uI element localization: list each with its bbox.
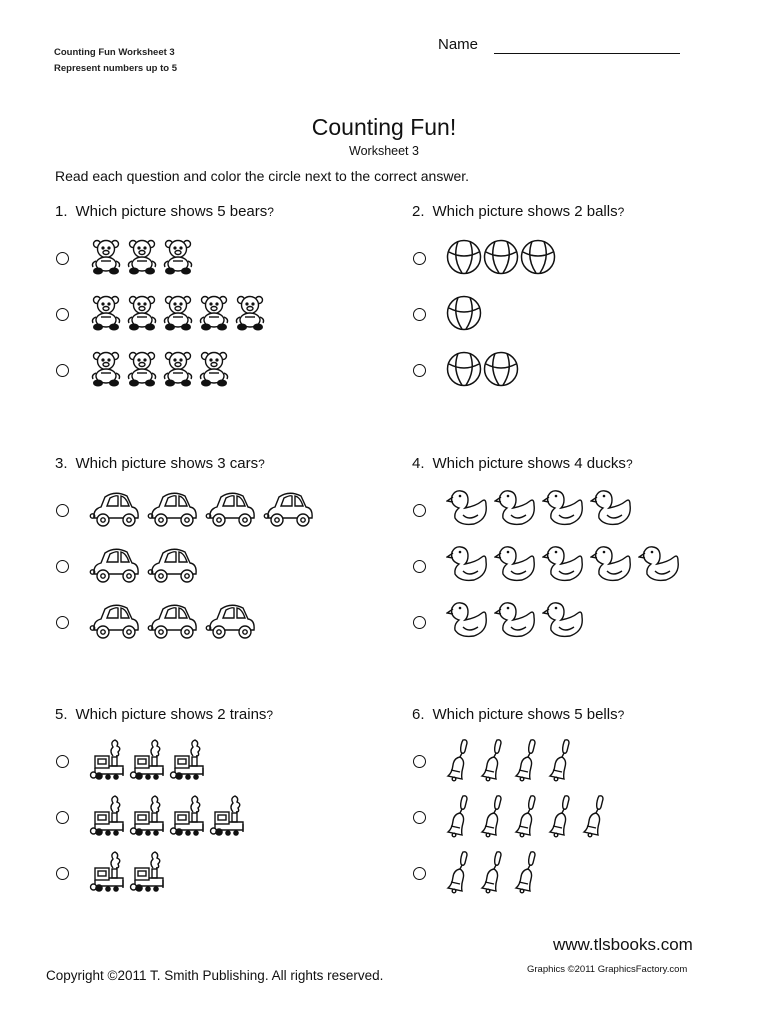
question-text: Which picture shows 3 cars — [75, 455, 259, 472]
duck-icon — [446, 488, 492, 530]
duck-icon — [542, 544, 588, 586]
bear-icon — [89, 238, 123, 276]
page-title: Counting Fun! — [311, 114, 457, 140]
answer-circle[interactable] — [56, 811, 69, 824]
train-icon — [129, 738, 165, 782]
answer-circle[interactable] — [56, 504, 69, 517]
duck-icon — [494, 544, 540, 586]
bear-icon — [161, 350, 195, 388]
bell-icon — [582, 793, 606, 839]
duck-icon — [446, 600, 492, 642]
car-icon — [147, 544, 199, 586]
bell-icon — [514, 793, 538, 839]
question-1 — [55, 203, 274, 220]
question-2 — [412, 203, 624, 220]
question-number: 6. — [412, 706, 425, 723]
question-text: Which picture shows 2 trains — [75, 706, 267, 723]
bell-icon — [480, 793, 504, 839]
bear-icon — [233, 294, 267, 332]
bear-icon — [161, 294, 195, 332]
name-label: Name — [438, 36, 479, 53]
train-icon — [129, 794, 165, 838]
question-mark: ? — [625, 457, 633, 471]
graphics-credit: Graphics ©2011 GraphicsFactory.com — [527, 964, 688, 975]
instructions: Read each question and color the circle next to the correct answer. — [55, 168, 470, 184]
duck-icon — [494, 600, 540, 642]
answer-circle[interactable] — [413, 308, 426, 321]
car-icon — [205, 600, 257, 642]
bear-icon — [197, 350, 231, 388]
car-icon — [147, 600, 199, 642]
copyright-notice: Copyright ©2011 T. Smith Publishing. All rights reserved. — [46, 968, 384, 983]
duck-icon — [590, 488, 636, 530]
duck-icon — [590, 544, 636, 586]
duck-icon — [638, 544, 684, 586]
train-icon — [89, 794, 125, 838]
answer-circle[interactable] — [413, 252, 426, 265]
answer-circle[interactable] — [413, 811, 426, 824]
question-3 — [55, 455, 265, 472]
car-icon — [205, 488, 257, 530]
question-number: 4. — [412, 455, 425, 472]
ball-icon — [483, 350, 519, 388]
ball-icon — [520, 238, 556, 276]
car-icon — [89, 544, 141, 586]
car-icon — [263, 488, 315, 530]
bear-icon — [197, 294, 231, 332]
train-icon — [169, 794, 205, 838]
question-mark: ? — [258, 457, 265, 471]
answer-circle[interactable] — [413, 616, 426, 629]
answer-circle[interactable] — [56, 252, 69, 265]
duck-icon — [542, 488, 588, 530]
answer-circle[interactable] — [413, 504, 426, 517]
bell-icon — [446, 793, 470, 839]
answer-circle[interactable] — [413, 755, 426, 768]
question-mark: ? — [617, 205, 625, 219]
duck-icon — [446, 544, 492, 586]
car-icon — [147, 488, 199, 530]
bell-icon — [446, 737, 470, 783]
duck-icon — [494, 488, 540, 530]
bell-icon — [548, 793, 572, 839]
answer-circle[interactable] — [413, 560, 426, 573]
train-icon — [209, 794, 245, 838]
train-icon — [89, 850, 125, 894]
car-icon — [89, 600, 141, 642]
answer-circle[interactable] — [56, 560, 69, 573]
question-text: Which picture shows 5 bears — [75, 203, 268, 220]
name-blank-line — [494, 53, 680, 54]
question-text: Which picture shows 5 bells — [432, 706, 618, 723]
question-text: Which picture shows 4 ducks — [432, 455, 626, 472]
site-url: www.tlsbooks.com — [553, 935, 693, 954]
ball-icon — [483, 238, 519, 276]
answer-circle[interactable] — [413, 364, 426, 377]
question-number: 3. — [55, 455, 68, 472]
bear-icon — [161, 238, 195, 276]
bell-icon — [514, 737, 538, 783]
question-mark: ? — [267, 205, 274, 219]
train-icon — [89, 738, 125, 782]
worksheet-header-line1: Counting Fun Worksheet 3 — [54, 47, 175, 58]
bear-icon — [125, 350, 159, 388]
worksheet-header-line2: Represent numbers up to 5 — [54, 63, 177, 74]
bear-icon — [125, 294, 159, 332]
question-mark: ? — [266, 708, 274, 722]
question-6 — [412, 706, 624, 723]
bear-icon — [125, 238, 159, 276]
answer-circle[interactable] — [56, 364, 69, 377]
bell-icon — [446, 849, 470, 895]
question-text: Which picture shows 2 balls — [432, 203, 618, 220]
bell-icon — [548, 737, 572, 783]
duck-icon — [542, 600, 588, 642]
bell-icon — [480, 737, 504, 783]
answer-circle[interactable] — [56, 755, 69, 768]
answer-circle[interactable] — [56, 616, 69, 629]
question-mark: ? — [617, 708, 625, 722]
bear-icon — [89, 294, 123, 332]
answer-circle[interactable] — [56, 308, 69, 321]
bell-icon — [480, 849, 504, 895]
train-icon — [129, 850, 165, 894]
answer-circle[interactable] — [413, 867, 426, 880]
bear-icon — [89, 350, 123, 388]
question-number: 2. — [412, 203, 425, 220]
question-number: 1. — [55, 203, 68, 220]
answer-circle[interactable] — [56, 867, 69, 880]
ball-icon — [446, 238, 482, 276]
ball-icon — [446, 350, 482, 388]
bell-icon — [514, 849, 538, 895]
question-4 — [412, 455, 633, 472]
question-5 — [55, 706, 273, 723]
question-number: 5. — [55, 706, 68, 723]
ball-icon — [446, 294, 482, 332]
train-icon — [169, 738, 205, 782]
car-icon — [89, 488, 141, 530]
page-subtitle: Worksheet 3 — [349, 144, 419, 158]
